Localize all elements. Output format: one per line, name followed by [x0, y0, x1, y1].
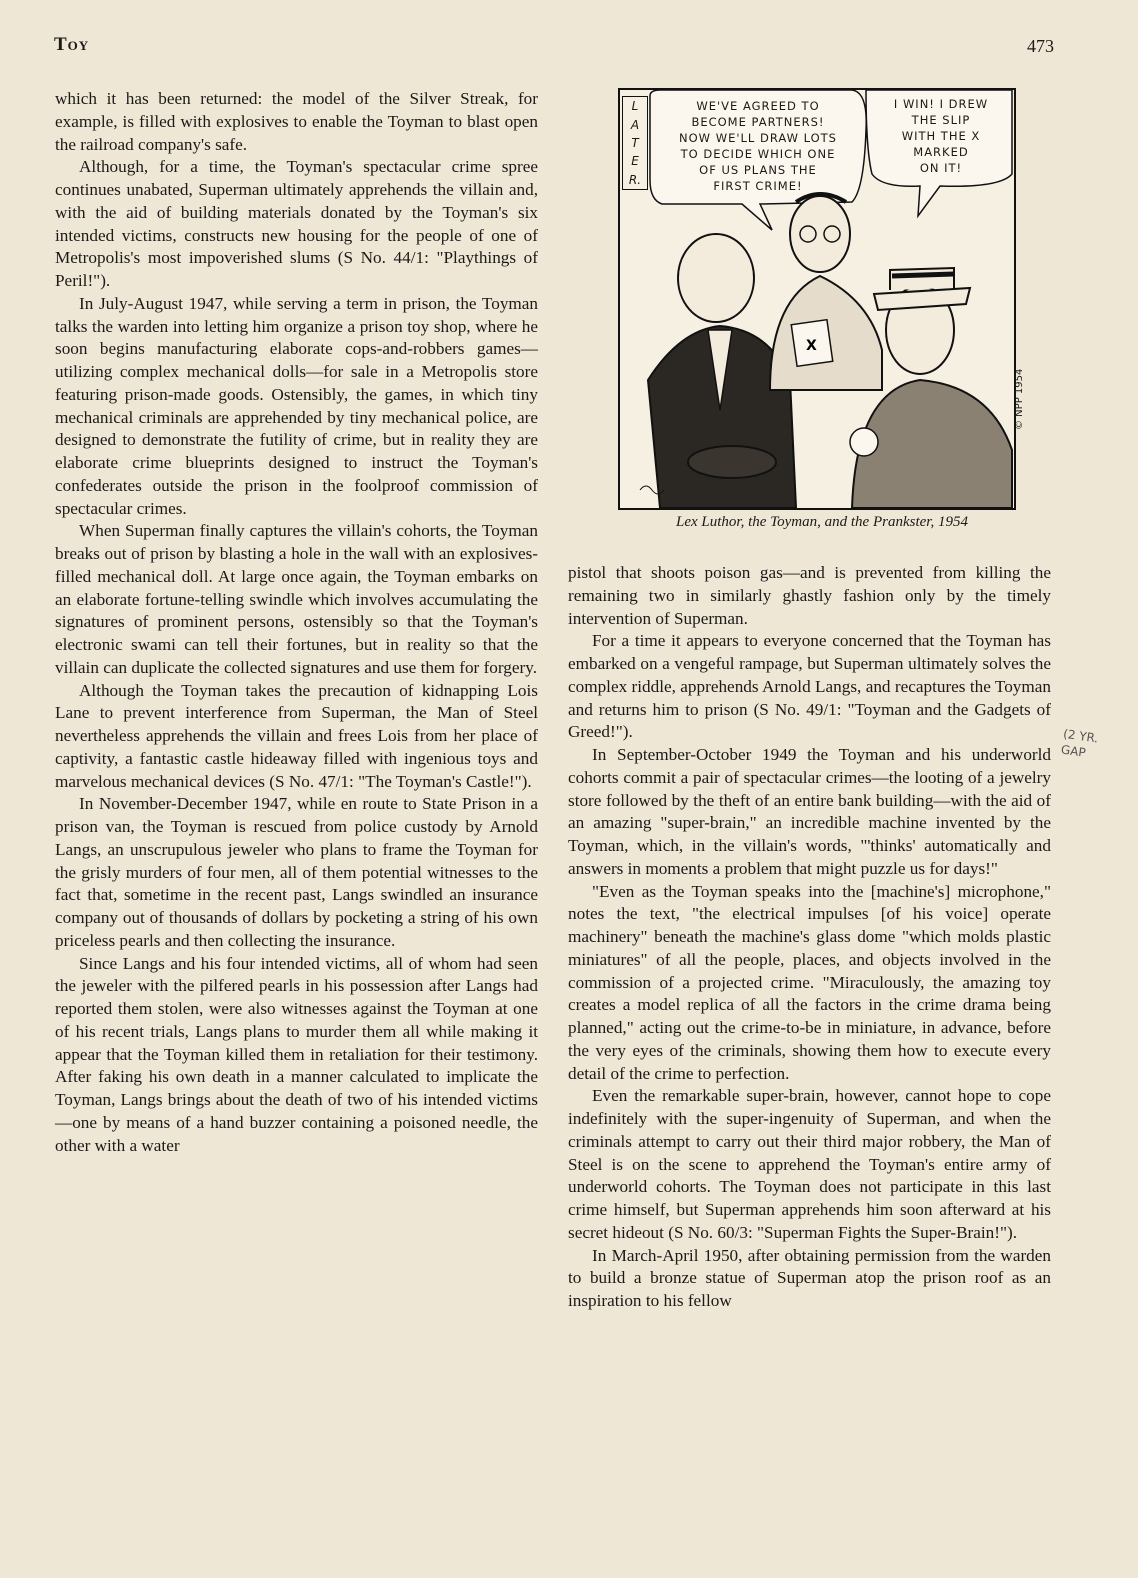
later-letter: L [631, 99, 639, 114]
bubble-line: WITH THE X [901, 129, 981, 143]
straw-hat-band [892, 274, 954, 276]
right-column [568, 562, 1051, 1313]
bubble-line: FIRST CRIME! [713, 179, 803, 193]
bubble-line: I WIN! I DREW [893, 97, 989, 111]
paragraph: In March-April 1950, after obtaining permission from the warden to build a bronze statue of Superman atop the prison roof as an inspiration to his fellow [568, 1245, 1051, 1310]
straw-hat-brim [874, 288, 970, 310]
page-number: 473 [1027, 36, 1054, 56]
paragraph: In September-October 1949 the Toyman and his underworld cohorts commit a pair of spectacular crimes—the looting of a jewelry store followed by the theft of an entire bank building—with the aid of an amazing "super-brain," an incredible machine invented by the Toyman, which, in the villain's words, "'thinks' automatically and answers in moments a problem that might puzzle us for days!" [568, 745, 1051, 878]
paragraph: which it has been returned: the model of the Silver Streak, for example, is filled with explosives to enable the Toyman to blast open the railroad company's safe. [55, 89, 538, 154]
bubble-line: BECOME PARTNERS! [691, 115, 825, 129]
paragraph: Although, for a time, the Toyman's spectacular crime spree continues unabated, Superman ultimately apprehends the villain and, with the aid of building materials donated by the Toyman's six intended victims, constructs new housing for the people of one of Metropolis's most impoverished slums (S No. 44/1: "Playthings of Peril!"). [55, 157, 538, 290]
figure-caption: Lex Luthor, the Toyman, and the Prankster, 1954 [676, 514, 968, 530]
bubble-line: ON IT! [919, 161, 963, 175]
bubble-line: THE SLIP [911, 113, 971, 127]
bubble-line: NOW WE'LL DRAW LOTS [679, 131, 837, 145]
left-column [55, 88, 538, 1157]
luthor-head [678, 234, 754, 322]
comic-panel [618, 88, 1016, 510]
copyright-notice: © NPP 1954 [1014, 368, 1025, 430]
paragraph: Although the Toyman takes the precaution of kidnapping Lois Lane to prevent interference from Superman, the Man of Steel nevertheless apprehends the villain and frees Lois from her place of captivity, a fantastic castle hideaway filled with ingenious toys and marvelous mechanical devices (S No. 47/1: "The Toyman's Castle!"). [55, 680, 538, 791]
later-letter: E [631, 154, 639, 169]
speech-bubble-left-text [654, 98, 862, 194]
paragraph: Even the remarkable super-brain, however, cannot hope to cope indefinitely with the super-ingenuity of Superman, and when the criminals attempt to carry out their third major robbery, the Man of Steel is on the scene to apprehend the Toyman's entire army of underworld cohorts. The Toyman does not participate in this last crime himself, but Superman apprehends him soon afterward at his secret hideout (S No. 60/3: "Superman Fights the Super-Brain!"). [568, 1086, 1051, 1242]
later-caption-box [622, 96, 648, 190]
paragraph: In July-August 1947, while serving a term in prison, the Toyman talks the warden into letting him organize a prison toy shop, where he soon begins manufacturing elaborate cops-and-robbers games—utilizing complex mechanical dolls—for sale in a Metropolis store featuring prison-made goods. Ostensibly, the games, in which tiny mechanical criminals are apprehended by tiny mechanical police, are designed to demonstrate the futility of crime, but in reality they are elaborate crime blueprints designed to instruct the Toyman's confederates outside the prison in the foolproof commission of spectacular crimes. [55, 293, 538, 518]
margin-note-line: (2 YR. [1062, 726, 1100, 746]
running-head: Toy [54, 34, 90, 55]
toyman-head [790, 196, 850, 272]
straw-hat-crown [890, 268, 954, 290]
handwritten-margin-note [1060, 726, 1099, 763]
later-letter: A [630, 117, 640, 132]
margin-note-line: GAP [1060, 742, 1087, 760]
slip-mark: X [806, 338, 817, 354]
later-letter: R. [628, 172, 642, 187]
speech-bubble-right-text [872, 96, 1010, 176]
bubble-line: MARKED [913, 145, 969, 159]
paragraph: For a time it appears to everyone concerned that the Toyman has embarked on a vengeful rampage, but Superman ultimately solves the complex riddle, apprehends Arnold Langs, and recaptures the Toyman and returns him to prison (S No. 49/1: "Toyman and the Gadgets of Greed!"). [568, 631, 1051, 742]
later-letter: T [631, 135, 639, 150]
bubble-line: WE'VE AGREED TO [696, 99, 820, 113]
lapel-flower [850, 428, 878, 456]
paragraph: When Superman finally captures the villain's cohorts, the Toyman breaks out of prison by blasting a hole in the wall with an explosives-filled mechanical doll. At large once again, the Toyman embarks on an elaborate fortune-telling swindle which involves accumulating the signatures of prominent persons, ostensibly so that the Toyman's electronic swami can tell their fortunes, but in reality so that the villain can duplicate the collected signatures and use them for forgery. [55, 521, 538, 677]
bubble-line: TO DECIDE WHICH ONE [680, 147, 836, 161]
held-hat [688, 446, 776, 478]
paragraph: Since Langs and his four intended victims, all of whom had seen the jeweler with the pilfered pearls in his possession after Langs had reported them stolen, were also witnesses against the Toyman at one of his recent trials, Langs plans to murder them all while making it appear that the Toyman killed them in retaliation for their testimony. After faking his own death in a manner calculated to implicate the Toyman, Langs brings about the death of two of his intended victims—one by means of a hand buzzer containing a poisoned needle, the other with a water [55, 953, 538, 1155]
bubble-line: OF US PLANS THE [699, 163, 817, 177]
paragraph: In November-December 1947, while en route to State Prison in a prison van, the Toyman is rescued from police custody by Arnold Langs, an unscrupulous jeweler who plans to frame the Toyman for the grisly murders of four men, all of them potential witnesses to the fact that, sometime in the recent past, Langs swindled an insurance company out of thousands of dollars by pocketing a string of his own priceless pearls and then collecting the insurance. [55, 794, 538, 950]
paragraph: pistol that shoots poison gas—and is prevented from killing the remaining two in similarly ghastly fashion only by the timely intervention of Superman. [568, 563, 1051, 628]
paragraph: "Even as the Toyman speaks into the [machine's] microphone," notes the text, "the electrical impulses [of his voice] operate machinery" beneath the machine's glass dome "which molds plastic miniatures" of all the people, places, and objects involved in the commission of a projected crime. "Miraculously, the amazing toy creates a model replica of all the factors in the crime drama being planned," acting out the crime-to-be in miniature, in advance, before the very eyes of the criminals, showing them how to execute every detail of the crime to perfection. [568, 881, 1051, 1083]
